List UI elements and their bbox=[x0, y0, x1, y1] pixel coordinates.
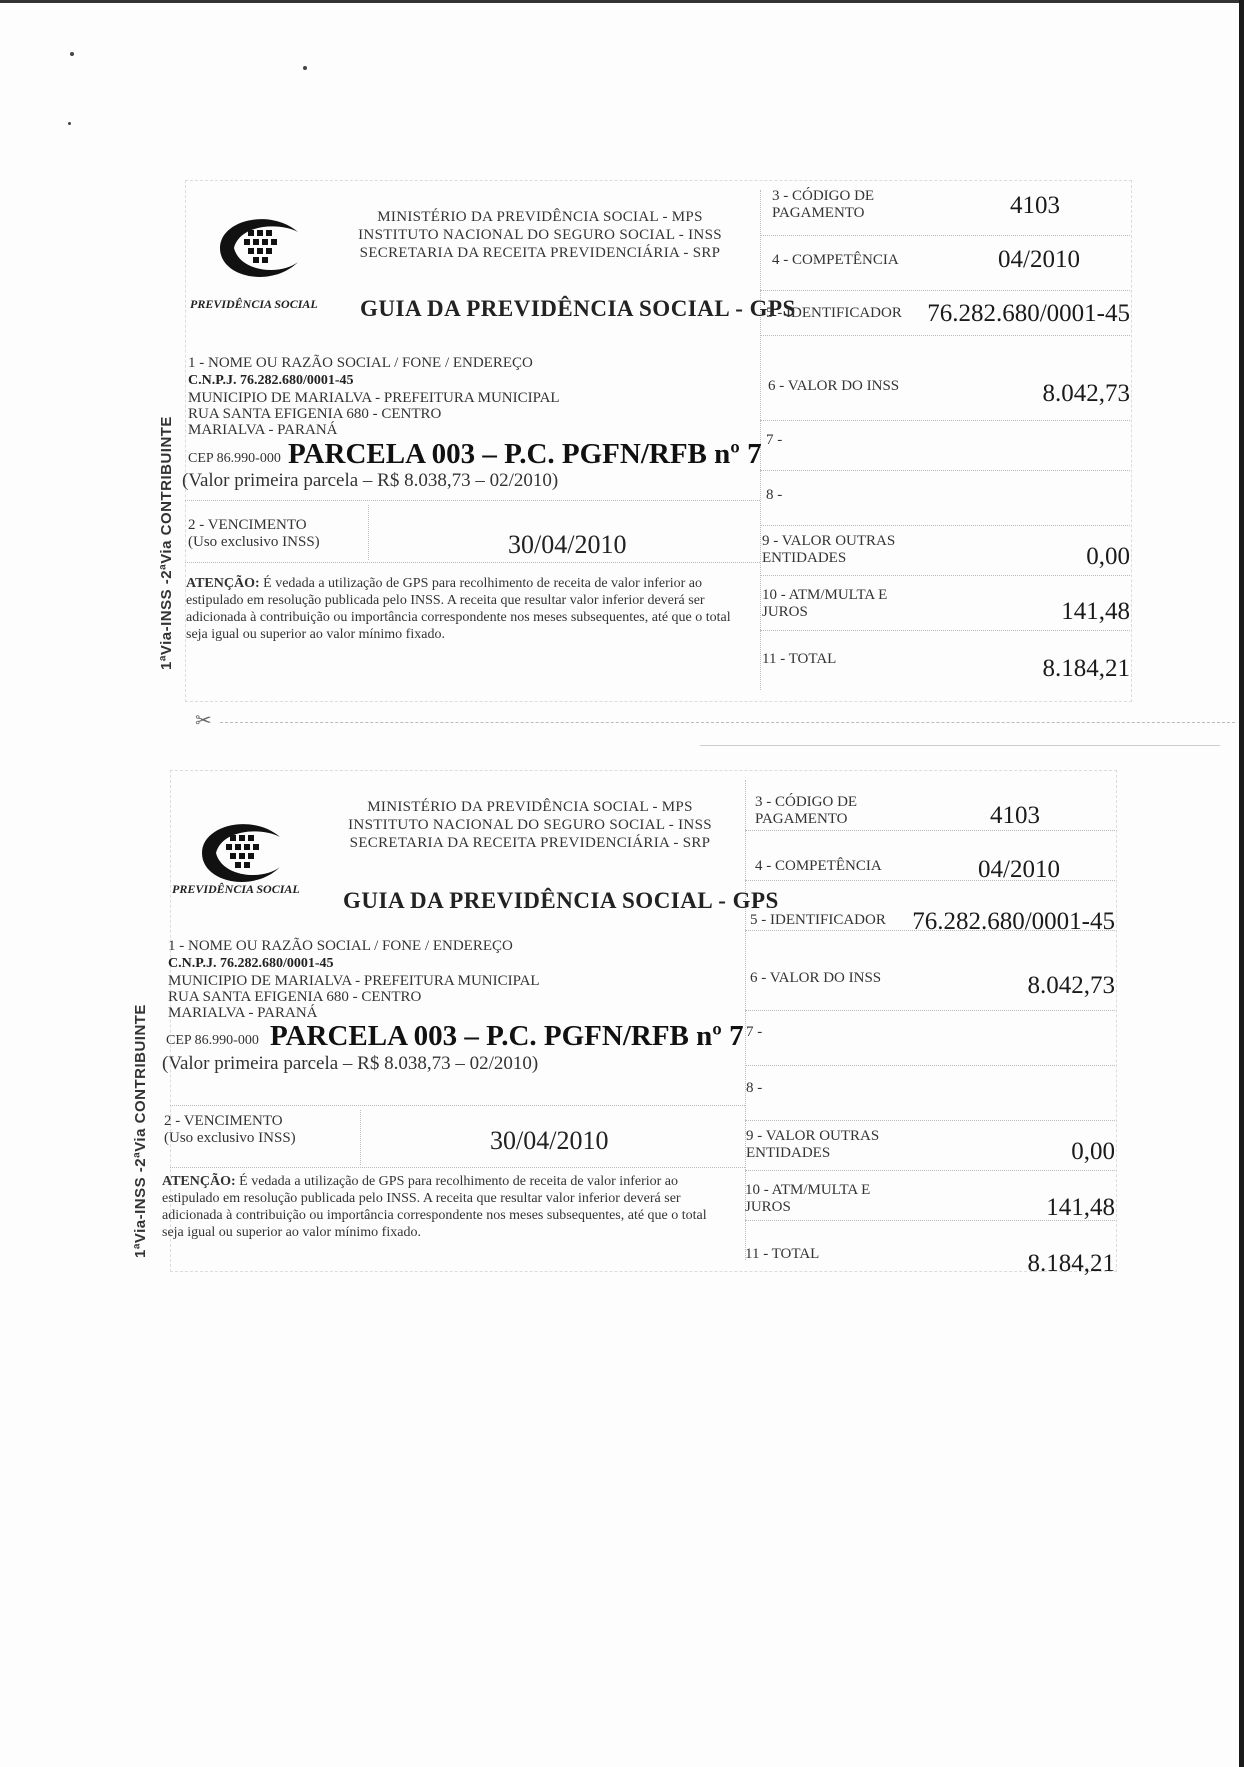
header-secretaria: SECRETARIA DA RECEITA PREVIDENCIÁRIA - SRP bbox=[349, 835, 711, 851]
identificador-value: 76.282.680/0001-45 bbox=[912, 908, 1115, 935]
page-title: GUIA DA PREVIDÊNCIA SOCIAL - GPS bbox=[360, 296, 796, 321]
row-line bbox=[760, 575, 1130, 576]
header-instituto: INSTITUTO NACIONAL DO SEGURO SOCIAL - INSS bbox=[358, 227, 722, 243]
brand-label: PREVIDÊNCIA SOCIAL bbox=[172, 882, 300, 896]
vencimento-value: 30/04/2010 bbox=[490, 1126, 609, 1155]
row-line bbox=[760, 290, 1130, 291]
valor-primeira-parcela: (Valor primeira parcela – R$ 8.038,73 – 02/2010) bbox=[162, 1053, 539, 1074]
via-side-label: 1ªVia-INSS -2ªVia CONTRIBUINTE bbox=[158, 416, 175, 670]
codigo-label: 3 - CÓDIGO DE PAGAMENTO bbox=[772, 188, 875, 221]
outras-entidades-label: 9 - VALOR OUTRAS ENTIDADES bbox=[746, 1128, 880, 1161]
cep: CEP 86.990-000 bbox=[166, 1033, 259, 1048]
scan-top-edge bbox=[0, 0, 1244, 3]
row-line bbox=[745, 1010, 1115, 1011]
row-line bbox=[760, 235, 1130, 236]
outras-entidades-value: 0,00 bbox=[1086, 543, 1130, 570]
brand-label: PREVIDÊNCIA SOCIAL bbox=[190, 297, 318, 311]
row-line bbox=[760, 630, 1130, 631]
fold-line bbox=[700, 745, 1220, 746]
page-title: GUIA DA PREVIDÊNCIA SOCIAL - GPS bbox=[343, 888, 779, 913]
outras-entidades-label: 9 - VALOR OUTRAS ENTIDADES bbox=[762, 533, 896, 566]
cnpj: C.N.P.J. 76.282.680/0001-45 bbox=[168, 956, 334, 971]
scan-speck bbox=[68, 122, 71, 125]
field7-label: 7 - bbox=[746, 1024, 763, 1040]
header-ministerio: MINISTÉRIO DA PREVIDÊNCIA SOCIAL - MPS bbox=[377, 209, 703, 225]
valor-inss-value: 8.042,73 bbox=[1042, 380, 1130, 407]
valor-primeira-parcela: (Valor primeira parcela – R$ 8.038,73 – 02/2010) bbox=[182, 470, 559, 491]
vencimento-sublabel: (Uso exclusivo INSS) bbox=[164, 1130, 296, 1146]
cut-line bbox=[220, 722, 1235, 723]
vencimento-label: 2 - VENCIMENTO bbox=[188, 517, 307, 533]
cep: CEP 86.990-000 bbox=[188, 451, 281, 466]
parcela: PARCELA 003 – P.C. PGFN/RFB nº 7 bbox=[288, 438, 762, 470]
previdencia-logo bbox=[210, 210, 308, 285]
identificador-label: 5 - IDENTIFICADOR bbox=[766, 305, 902, 321]
gps-slip-first bbox=[0, 180, 1244, 700]
address-line1: MUNICIPIO DE MARIALVA - PREFEITURA MUNICIPAL bbox=[188, 390, 560, 406]
row-line bbox=[185, 562, 760, 563]
row-line bbox=[170, 1105, 745, 1106]
atencao-title: ATENÇÃO: bbox=[186, 576, 260, 591]
header-block bbox=[340, 208, 740, 262]
multa-juros-value: 141,48 bbox=[1046, 1194, 1115, 1221]
scissor-icon: ✂ bbox=[195, 710, 212, 732]
atencao-text: É vedada a utilização de GPS para recolhimento de receita de valor inferior ao estipulado em resolução publicada pelo INSS. A receita que resultar valor inferior deverá ser adicionada à contribuição ou importância correspondente nos meses subsequentes, até que o total seja igual ou superior ao valor mínimo fixado. bbox=[186, 576, 731, 642]
codigo-label: 3 - CÓDIGO DE PAGAMENTO bbox=[755, 794, 858, 827]
total-label: 11 - TOTAL bbox=[762, 651, 837, 667]
row-line bbox=[760, 525, 1130, 526]
atencao-notice bbox=[162, 1173, 722, 1241]
atencao-notice bbox=[186, 575, 746, 643]
address-line2: RUA SANTA EFIGENIA 680 - CENTRO bbox=[188, 406, 442, 422]
header-block bbox=[330, 798, 730, 852]
total-value: 8.184,21 bbox=[1042, 655, 1130, 682]
previdencia-logo bbox=[192, 815, 290, 890]
row-line bbox=[185, 500, 760, 501]
row-line bbox=[170, 1167, 745, 1168]
competencia-value: 04/2010 bbox=[998, 246, 1080, 273]
row-line bbox=[745, 1170, 1115, 1171]
multa-juros-value: 141,48 bbox=[1061, 598, 1130, 625]
field8-label: 8 - bbox=[746, 1080, 763, 1096]
address-line3: MARIALVA - PARANÁ bbox=[168, 1005, 318, 1021]
multa-juros-label: 10 - ATM/MULTA E JUROS bbox=[762, 587, 888, 620]
vencimento-divider bbox=[368, 505, 369, 560]
row-line bbox=[745, 1065, 1115, 1066]
valor-inss-label: 6 - VALOR DO INSS bbox=[768, 378, 900, 394]
field8-label: 8 - bbox=[766, 487, 783, 503]
competencia-value: 04/2010 bbox=[978, 856, 1060, 883]
cnpj: C.N.P.J. 76.282.680/0001-45 bbox=[188, 373, 354, 388]
via-side-label: 1ªVia-INSS -2ªVia CONTRIBUINTE bbox=[132, 1004, 149, 1258]
identificador-value: 76.282.680/0001-45 bbox=[927, 300, 1130, 327]
row-line bbox=[745, 830, 1115, 831]
competencia-label: 4 - COMPETÊNCIA bbox=[772, 252, 899, 268]
field1-label: 1 - NOME OU RAZÃO SOCIAL / FONE / ENDEREÇO bbox=[188, 355, 533, 371]
address-line2: RUA SANTA EFIGENIA 680 - CENTRO bbox=[168, 989, 422, 1005]
row-line bbox=[760, 420, 1130, 421]
header-secretaria: SECRETARIA DA RECEITA PREVIDENCIÁRIA - SRP bbox=[359, 245, 721, 261]
field7-label: 7 - bbox=[766, 432, 783, 448]
scan-speck bbox=[70, 52, 74, 56]
total-label: 11 - TOTAL bbox=[745, 1246, 820, 1262]
identificador-label: 5 - IDENTIFICADOR bbox=[750, 912, 886, 928]
row-line bbox=[760, 470, 1130, 471]
vencimento-value: 30/04/2010 bbox=[508, 530, 627, 559]
outras-entidades-value: 0,00 bbox=[1071, 1138, 1115, 1165]
header-instituto: INSTITUTO NACIONAL DO SEGURO SOCIAL - INSS bbox=[348, 817, 712, 833]
parcela: PARCELA 003 – P.C. PGFN/RFB nº 7 bbox=[270, 1020, 744, 1052]
row-line bbox=[760, 335, 1130, 336]
codigo-value: 4103 bbox=[990, 802, 1040, 829]
header-ministerio: MINISTÉRIO DA PREVIDÊNCIA SOCIAL - MPS bbox=[367, 799, 693, 815]
vencimento-label: 2 - VENCIMENTO bbox=[164, 1113, 283, 1129]
vencimento-divider bbox=[360, 1110, 361, 1165]
gps-slip-second bbox=[0, 770, 1244, 1290]
row-line bbox=[745, 1120, 1115, 1121]
field1-label: 1 - NOME OU RAZÃO SOCIAL / FONE / ENDEREÇO bbox=[168, 938, 513, 954]
total-value: 8.184,21 bbox=[1027, 1250, 1115, 1277]
vencimento-sublabel: (Uso exclusivo INSS) bbox=[188, 534, 320, 550]
multa-juros-label: 10 - ATM/MULTA E JUROS bbox=[745, 1182, 871, 1215]
competencia-label: 4 - COMPETÊNCIA bbox=[755, 858, 882, 874]
atencao-title: ATENÇÃO: bbox=[162, 1174, 236, 1189]
address-line3: MARIALVA - PARANÁ bbox=[188, 422, 338, 438]
atencao-text: É vedada a utilização de GPS para recolhimento de receita de valor inferior ao estipulado em resolução publicada pelo INSS. A receita que resultar valor inferior deverá ser adicionada à contribuição ou importância correspondente nos meses subsequentes, até que o total seja igual ou superior ao valor mínimo fixado. bbox=[162, 1174, 707, 1240]
valor-inss-label: 6 - VALOR DO INSS bbox=[750, 970, 882, 986]
scan-speck bbox=[303, 66, 307, 70]
valor-inss-value: 8.042,73 bbox=[1027, 972, 1115, 999]
address-line1: MUNICIPIO DE MARIALVA - PREFEITURA MUNICIPAL bbox=[168, 973, 540, 989]
codigo-value: 4103 bbox=[1010, 192, 1060, 219]
